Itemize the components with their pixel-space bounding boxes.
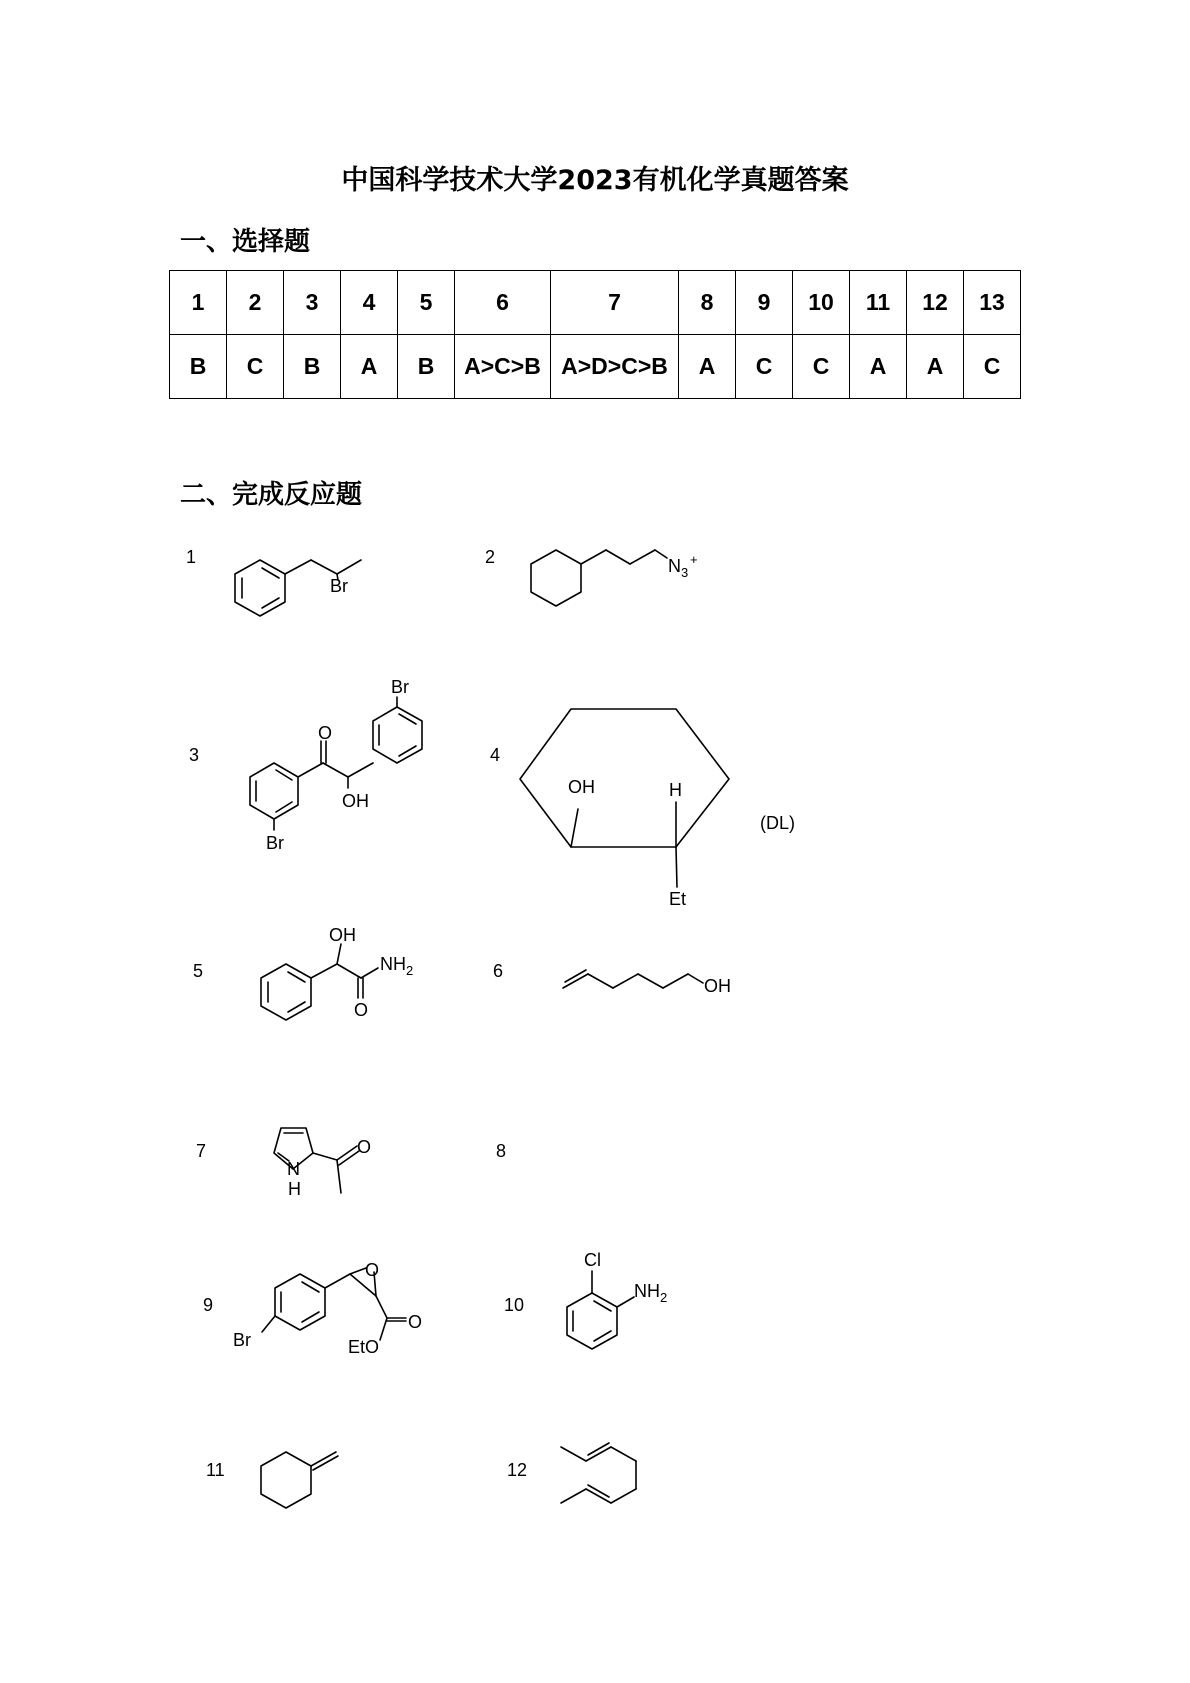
item-number: 11 [206,1460,225,1480]
item-number: 7 [196,1141,207,1161]
section-heading-multiple-choice: 一、选择题 [180,227,311,257]
atom-label: Br [233,1330,251,1350]
table-cell: B [170,335,227,399]
table-cell: 9 [736,271,793,335]
item-number: 6 [493,961,504,981]
atom-label: H [288,1179,301,1199]
table-cell: C [964,335,1021,399]
table-cell: A [341,335,398,399]
table-cell: 7 [551,271,679,335]
item-number: 2 [485,547,496,567]
atom-subscript: 2 [660,1290,668,1305]
structure-2 [531,550,667,606]
item-number: 1 [186,547,197,567]
structure-9 [262,1268,406,1340]
item-number: 4 [490,745,501,765]
item-number: 8 [496,1141,507,1161]
atom-label: NH [380,954,406,974]
atom-label: OH [342,791,369,811]
structure-10 [567,1271,634,1349]
table-cell: 11 [850,271,907,335]
atom-label: O [408,1312,423,1332]
atom-label: N [668,556,681,576]
atom-charge: + [690,552,698,567]
table-cell: 12 [907,271,964,335]
table-cell: C [227,335,284,399]
table-cell: B [398,335,455,399]
structure-4 [520,709,729,887]
stereo-descriptor: (DL) [760,813,795,833]
atom-label: O [354,1000,369,1020]
atom-label: O [318,723,333,743]
atom-label: Br [266,833,284,853]
structure-12 [561,1443,636,1503]
atom-label: NH [634,1281,660,1301]
table-cell: A [907,335,964,399]
atom-subscript: 2 [406,963,414,978]
table-cell: B [284,335,341,399]
atom-label: O [357,1137,372,1157]
table-cell: A [850,335,907,399]
table-cell: 1 [170,271,227,335]
table-cell: 13 [964,271,1021,335]
atom-subscript: 3 [681,565,689,580]
table-cell: A>C>B [455,335,551,399]
structure-11 [261,1452,338,1508]
table-cell: C [736,335,793,399]
table-cell: 8 [679,271,736,335]
atom-label: N [287,1159,300,1179]
table-cell: A>D>C>B [551,335,679,399]
atom-label: OH [704,976,731,996]
section-heading-reactions: 二、完成反应题 [180,480,363,510]
item-number: 9 [203,1295,214,1315]
structure-6 [563,970,703,988]
item-number: 5 [193,961,204,981]
atom-label: O [365,1260,380,1280]
item-number: 10 [504,1295,525,1315]
atom-label: Br [391,677,409,697]
atom-label: OH [329,925,356,945]
table-cell: C [793,335,850,399]
table-cell: A [679,335,736,399]
table-cell: 4 [341,271,398,335]
atom-label: EtO [348,1337,380,1357]
page-title: 中国科学技术大学2023有机化学真题答案 [341,165,849,196]
table-cell: 2 [227,271,284,335]
atom-label: Et [669,889,687,909]
table-cell: 10 [793,271,850,335]
table-cell: 5 [398,271,455,335]
item-number: 12 [507,1460,528,1480]
atom-label: Br [330,576,348,596]
atom-label: Cl [584,1250,601,1270]
item-number: 3 [189,745,200,765]
atom-label: H [669,780,682,800]
table-cell: 3 [284,271,341,335]
atom-label: OH [568,777,595,797]
structure-3 [250,697,422,830]
table-cell: 6 [455,271,551,335]
